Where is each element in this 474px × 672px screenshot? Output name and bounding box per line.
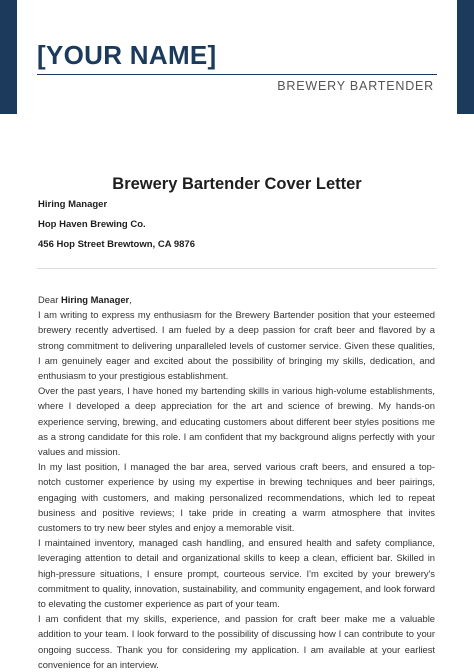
salutation-prefix: Dear [38, 294, 61, 305]
applicant-name: [YOUR NAME] [37, 40, 217, 70]
job-role: BREWERY BARTENDER [277, 79, 434, 93]
paragraph-experience: Over the past years, I have honed my bartending skills in various high-volume establishments, where I developed a deep appreciation for the art and science of brewing. My hands-on experience serving, brewing, and educating customers about different beer styles positions me as a strong candidate for this role. I am confident that my background aligns perfectly with your values and mission. [38, 385, 435, 458]
paragraph-last-position: In my last position, I managed the bar area, served various craft beers, and ensured a top-notch customer experience by using my expertise in brewing techniques and beer pairings, engaging with customers, and making personalized recommendations, which led to repeat business and positive reviews; I take pride in creating a warm atmosphere that invites customers to try new beer styles and enjoy a memorable visit. [38, 461, 435, 534]
paragraph-skills: I maintained inventory, managed cash handling, and ensured health and safety compliance, leveraging attention to detail and organizational skills to keep a clean, efficient bar. Skilled in high-pressure situations, I ensure prompt, courteous service. I'm excited by your brewery's commitment to quality, innovation, sustainability, and community engagement, and look forward to elevating the customer experience as part of your team. [38, 537, 435, 610]
paragraph-closing: I am confident that my skills, experience, and passion for craft beer make me a valuable addition to your team. I look forward to the possibility of discussing how I can contribute to your ongoing success. Thank you for considering my application. I am available at your earliest convenience for an interview. [38, 613, 435, 670]
salutation [38, 292, 435, 307]
salutation-suffix: , [129, 294, 132, 305]
section-divider [37, 268, 437, 269]
letter-body [38, 292, 435, 672]
letter-title: Brewery Bartender Cover Letter [112, 175, 362, 193]
header-accent-bar-right [457, 0, 474, 114]
salutation-name: Hiring Manager [60, 294, 130, 305]
recipient-company: Hop Haven Brewing Co. [38, 219, 146, 230]
recipient-address: 456 Hop Street Brewtown, CA 9876 [38, 239, 195, 250]
paragraph-intro: I am writing to express my enthusiasm for the Brewery Bartender position that your esteemed brewery recently advertised. I am fueled by a deep passion for craft beer and flavored by a strong commitment to delivering unparalleled levels of customer service. Given these qualities, I am genuinely eager and excited about the possibility of bringing my skills, dedication, and enthusiasm to your prestigious establishment. [38, 309, 435, 382]
header-accent-bar-left [0, 0, 17, 114]
recipient-name: Hiring Manager [38, 199, 108, 210]
header-divider [37, 74, 437, 75]
